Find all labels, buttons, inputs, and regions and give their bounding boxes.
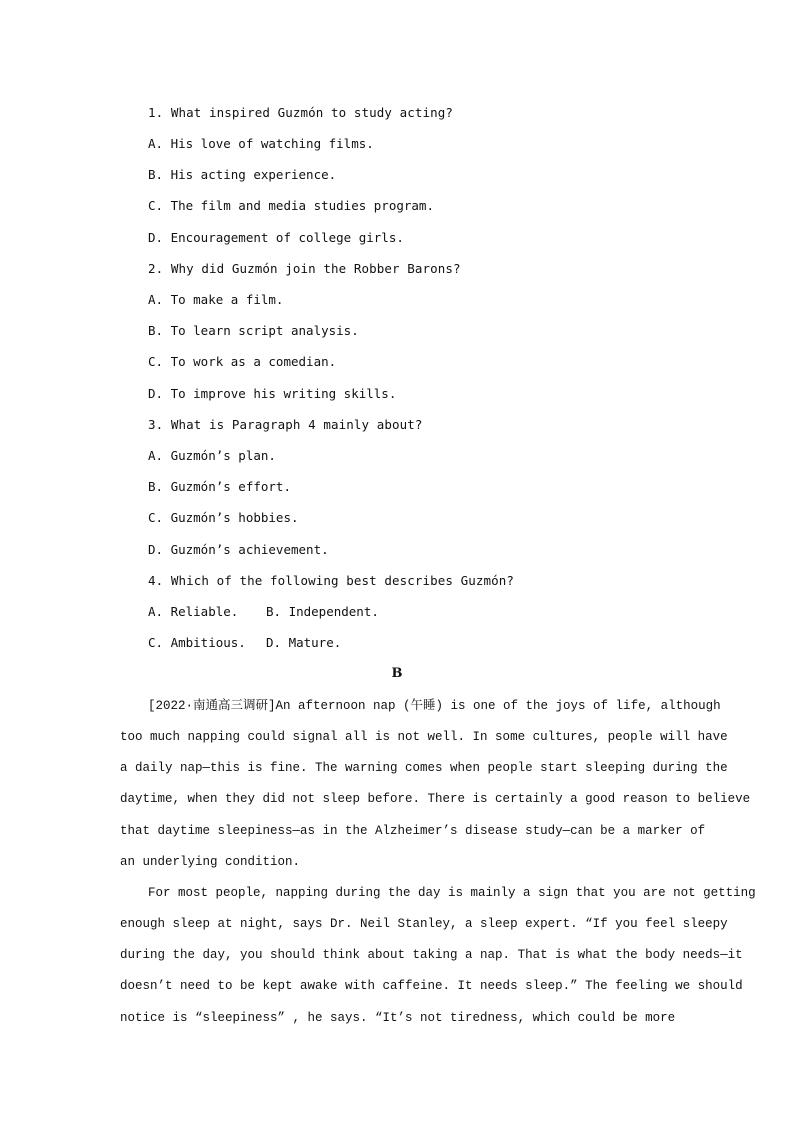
q2-option-a: A. To make a film.: [148, 292, 284, 307]
q3-option-b: B. Guzmón’s effort.: [148, 479, 291, 494]
passage-p2-line-1: For most people, napping during the day is mainly a sign that you are not getting: [148, 886, 756, 900]
q3-option-c: C. Guzmón’s hobbies.: [148, 510, 299, 525]
passage-p1-line-3: a daily nap—this is fine. The warning comes when people start sleeping during the: [120, 761, 728, 775]
passage-p2-line-3: during the day, you should think about taking a nap. That is what the body needs—it: [120, 948, 743, 962]
q1-option-a: A. His love of watching films.: [148, 136, 374, 151]
q4-option-c: C. Ambitious.: [148, 635, 246, 650]
passage-p2-line-2: enough sleep at night, says Dr. Neil Stanley, a sleep expert. “If you feel sleepy: [120, 917, 728, 931]
q1-option-c: C. The film and media studies program.: [148, 198, 434, 213]
q1-option-b: B. His acting experience.: [148, 167, 337, 182]
section-heading: B: [391, 666, 403, 681]
question-1: 1. What inspired Guzmón to study acting?: [148, 105, 454, 120]
passage-p1-line-5: that daytime sleepiness—as in the Alzheimer’s disease study—can be a marker of: [120, 824, 706, 838]
passage-p1-line-6: an underlying condition.: [120, 855, 301, 869]
passage-p1-line-2: too much napping could signal all is not well. In some cultures, people will have: [120, 730, 728, 744]
question-2: 2. Why did Guzmón join the Robber Barons?: [148, 261, 461, 276]
q3-option-d: D. Guzmón’s achievement.: [148, 542, 329, 557]
q3-option-a: A. Guzmón’s plan.: [148, 448, 276, 463]
passage-p1-line-1: [2022·南通高三调研]An afternoon nap (午睡) is one of the joys of life, although: [148, 699, 721, 713]
q4-option-d: D. Mature.: [266, 635, 342, 650]
q2-option-b: B. To learn script analysis.: [148, 323, 359, 338]
q4-option-a: A. Reliable.: [148, 604, 239, 619]
question-4: 4. Which of the following best describes Guzmón?: [148, 573, 515, 588]
passage-p2-line-4: doesn’t need to be kept awake with caffeine. It needs sleep.” The feeling we should: [120, 979, 743, 993]
question-3: 3. What is Paragraph 4 mainly about?: [148, 417, 423, 432]
q1-option-d: D. Encouragement of college girls.: [148, 230, 404, 245]
passage-p2-line-5: notice is “sleepiness” , he says. “It’s not tiredness, which could be more: [120, 1011, 676, 1025]
passage-p1-line-4: daytime, when they did not sleep before. There is certainly a good reason to believe: [120, 792, 751, 806]
q4-option-b: B. Independent.: [266, 604, 379, 619]
q2-option-c: C. To work as a comedian.: [148, 354, 337, 369]
q2-option-d: D. To improve his writing skills.: [148, 386, 397, 401]
